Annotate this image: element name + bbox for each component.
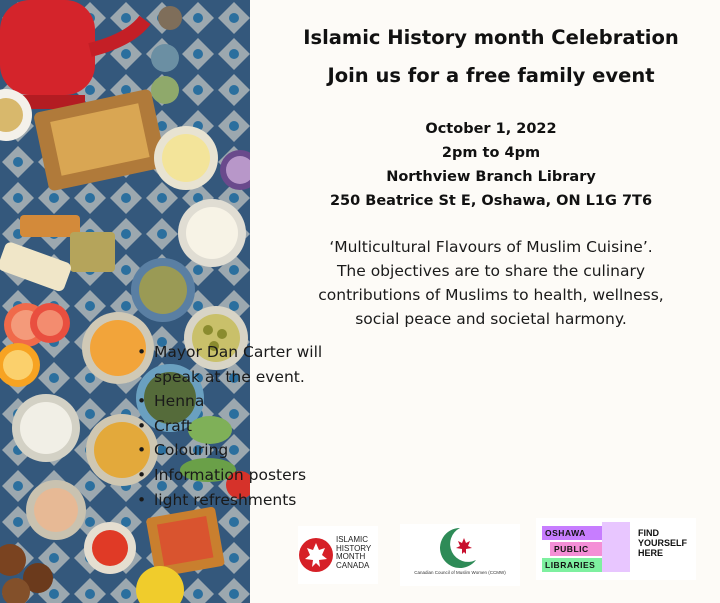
islamic-history-month-logo — [298, 526, 378, 584]
event-venue: Northview Branch Library — [386, 169, 596, 185]
description-line: social peace and societal harmony. — [355, 310, 627, 328]
activities-list — [137, 340, 437, 512]
event-description — [262, 235, 720, 331]
event-date: October 1, 2022 — [425, 121, 557, 137]
description-line: contributions of Muslims to health, wellness, — [318, 286, 664, 304]
event-time: 2pm to 4pm — [441, 145, 541, 161]
activity-item: • Craft — [137, 414, 437, 439]
opl-tagline: FIND YOURSELF HERE — [638, 528, 688, 558]
oshawa-public-libraries-logo — [536, 518, 696, 580]
activity-item: • Mayor Dan Carter will speak at the event. — [137, 340, 437, 389]
flyer-content — [262, 0, 720, 603]
event-address: 250 Beatrice St E, Oshawa, ON L1G 7T6 — [329, 193, 653, 209]
event-details — [262, 117, 720, 213]
opl-word: OSHAWA — [545, 528, 586, 538]
activity-item: • Information posters — [137, 463, 437, 488]
description-line: The objectives are to share the culinary — [336, 262, 646, 280]
description-line: ‘Multicultural Flavours of Muslim Cuisine’. — [329, 238, 653, 256]
activity-item: • Henna — [137, 389, 437, 414]
activity-item: • Colouring — [137, 438, 437, 463]
flyer-subtitle: Join us for a free family event — [327, 64, 655, 87]
ihm-logo-text: ISLAMIC HISTORY MONTH CANADA — [336, 535, 372, 570]
opl-word: LIBRARIES — [545, 560, 596, 570]
ccmw-logo — [400, 524, 520, 586]
opl-word: PUBLIC — [554, 544, 589, 554]
food-table-photo — [0, 0, 250, 603]
activity-item: • light refreshments — [137, 488, 437, 513]
ccmw-logo-text: Canadian Council of Muslim Women (CCMW) — [414, 570, 506, 575]
flyer-title: Islamic History month Celebration — [303, 26, 679, 49]
